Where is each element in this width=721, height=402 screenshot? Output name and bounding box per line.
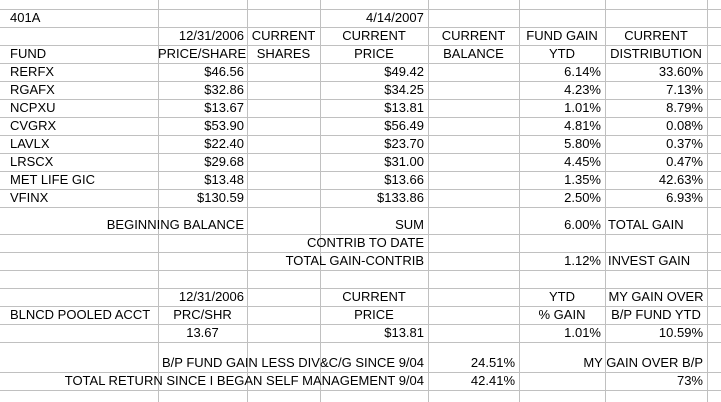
pooled-bp-fund-ytd-header[interactable]: B/P FUND YTD <box>611 307 701 322</box>
fund-gain-ytd[interactable]: 4.23% <box>564 82 601 97</box>
fund-gain-ytd[interactable]: 4.81% <box>564 118 601 133</box>
fund-current-price[interactable]: $133.86 <box>377 190 424 205</box>
gridline <box>0 207 721 208</box>
fund-name[interactable]: LRSCX <box>10 154 54 169</box>
fund-price-share[interactable]: $130.59 <box>197 190 244 205</box>
fund-gain-ytd[interactable]: 2.50% <box>564 190 601 205</box>
total-gain-label[interactable]: TOTAL GAIN <box>608 217 684 232</box>
sheet-title[interactable]: 401A <box>10 10 41 25</box>
pooled-my-gain-header[interactable]: MY GAIN OVER <box>608 289 704 304</box>
fund-name[interactable]: NCPXU <box>10 100 56 115</box>
total-gain-contrib-label[interactable]: TOTAL GAIN-CONTRIB <box>285 253 424 268</box>
invest-gain-value[interactable]: 1.12% <box>564 253 601 268</box>
pooled-account-name[interactable]: BLNCD POOLED ACCT <box>10 307 151 322</box>
price-header[interactable]: PRICE <box>354 46 394 61</box>
pooled-price-header[interactable]: PRICE <box>354 307 394 322</box>
pooled-date[interactable]: 12/31/2006 <box>178 289 244 304</box>
fund-current-price[interactable]: $34.25 <box>384 82 424 97</box>
fund-current-price[interactable]: $13.66 <box>384 172 424 187</box>
shares-header[interactable]: SHARES <box>256 46 311 61</box>
fund-distribution[interactable]: 42.63% <box>658 172 703 187</box>
current-shares-header-top[interactable]: CURRENT <box>251 28 316 43</box>
fund-current-price[interactable]: $56.49 <box>384 118 424 133</box>
total-return-value[interactable]: 42.41% <box>470 373 515 388</box>
gridline <box>0 270 721 271</box>
fund-gain-ytd[interactable]: 5.80% <box>564 136 601 151</box>
fund-current-price[interactable]: $23.70 <box>384 136 424 151</box>
my-gain-over-bp-value[interactable]: 73% <box>676 373 703 388</box>
beginning-balance-label[interactable]: BEGINNING BALANCE <box>106 217 244 232</box>
fund-distribution[interactable]: 6.93% <box>666 190 703 205</box>
total-return-label[interactable]: TOTAL RETURN SINCE I BEGAN SELF MANAGEMENT 9/04 <box>64 373 424 388</box>
pooled-ytd-gain-value[interactable]: 1.01% <box>564 325 601 340</box>
gridline <box>0 390 721 391</box>
fund-current-price[interactable]: $13.81 <box>384 100 424 115</box>
fund-gain-header-top[interactable]: FUND GAIN <box>526 28 598 43</box>
fund-header[interactable]: FUND <box>10 46 47 61</box>
fund-name[interactable]: RGAFX <box>10 82 55 97</box>
bp-fund-gain-value[interactable]: 24.51% <box>470 355 515 370</box>
ytd-header[interactable]: YTD <box>549 46 575 61</box>
fund-price-share[interactable]: $13.67 <box>204 100 244 115</box>
fund-distribution[interactable]: 7.13% <box>666 82 703 97</box>
fund-price-share[interactable]: $13.48 <box>204 172 244 187</box>
invest-gain-label[interactable]: INVEST GAIN <box>608 253 691 268</box>
fund-price-share[interactable]: $32.86 <box>204 82 244 97</box>
fund-current-price[interactable]: $49.42 <box>384 64 424 79</box>
current-date-header[interactable]: 4/14/2007 <box>366 10 424 25</box>
fund-current-price[interactable]: $31.00 <box>384 154 424 169</box>
current-distribution-header-top[interactable]: CURRENT <box>624 28 688 43</box>
fund-distribution[interactable]: 8.79% <box>666 100 703 115</box>
current-price-header-top[interactable]: CURRENT <box>342 28 406 43</box>
distribution-header[interactable]: DISTRIBUTION <box>610 46 702 61</box>
my-gain-over-bp-label[interactable]: MY GAIN OVER B/P <box>583 355 703 370</box>
fund-distribution[interactable]: 33.60% <box>658 64 703 79</box>
fund-gain-ytd[interactable]: 1.35% <box>564 172 601 187</box>
fund-gain-ytd[interactable]: 4.45% <box>564 154 601 169</box>
total-gain-value[interactable]: 6.00% <box>564 217 601 232</box>
pooled-pct-gain-header[interactable]: % GAIN <box>538 307 586 322</box>
gridline <box>0 342 721 343</box>
contrib-to-date-label[interactable]: CONTRIB TO DATE <box>306 235 424 250</box>
fund-distribution[interactable]: 0.37% <box>666 136 703 151</box>
pooled-ytd-header[interactable]: YTD <box>549 289 575 304</box>
fund-price-share[interactable]: $53.90 <box>204 118 244 133</box>
fund-name[interactable]: RERFX <box>10 64 55 79</box>
bp-fund-gain-label[interactable]: B/P FUND GAIN LESS DIV&C/G SINCE 9/04 <box>161 355 424 370</box>
fund-name[interactable]: MET LIFE GIC <box>10 172 95 187</box>
balance-header[interactable]: BALANCE <box>443 46 504 61</box>
fund-price-share[interactable]: $29.68 <box>204 154 244 169</box>
sum-label[interactable]: SUM <box>395 217 424 232</box>
fund-gain-ytd[interactable]: 1.01% <box>564 100 601 115</box>
fund-distribution[interactable]: 0.47% <box>666 154 703 169</box>
pooled-current-price-value[interactable]: $13.81 <box>384 325 424 340</box>
fund-name[interactable]: VFINX <box>10 190 49 205</box>
current-balance-header-top[interactable]: CURRENT <box>441 28 506 43</box>
pooled-prc-shr-header[interactable]: PRC/SHR <box>173 307 232 322</box>
fund-name[interactable]: CVGRX <box>10 118 57 133</box>
fund-gain-ytd[interactable]: 6.14% <box>564 64 601 79</box>
fund-price-share[interactable]: $46.56 <box>204 64 244 79</box>
price-date-header[interactable]: 12/31/2006 <box>178 28 244 43</box>
fund-distribution[interactable]: 0.08% <box>666 118 703 133</box>
pooled-prc-value[interactable]: 13.67 <box>186 325 219 340</box>
price-share-header[interactable]: PRICE/SHARE <box>158 46 247 61</box>
fund-name[interactable]: LAVLX <box>10 136 50 151</box>
fund-price-share[interactable]: $22.40 <box>204 136 244 151</box>
pooled-current-header[interactable]: CURRENT <box>342 289 406 304</box>
pooled-my-gain-value[interactable]: 10.59% <box>658 325 703 340</box>
